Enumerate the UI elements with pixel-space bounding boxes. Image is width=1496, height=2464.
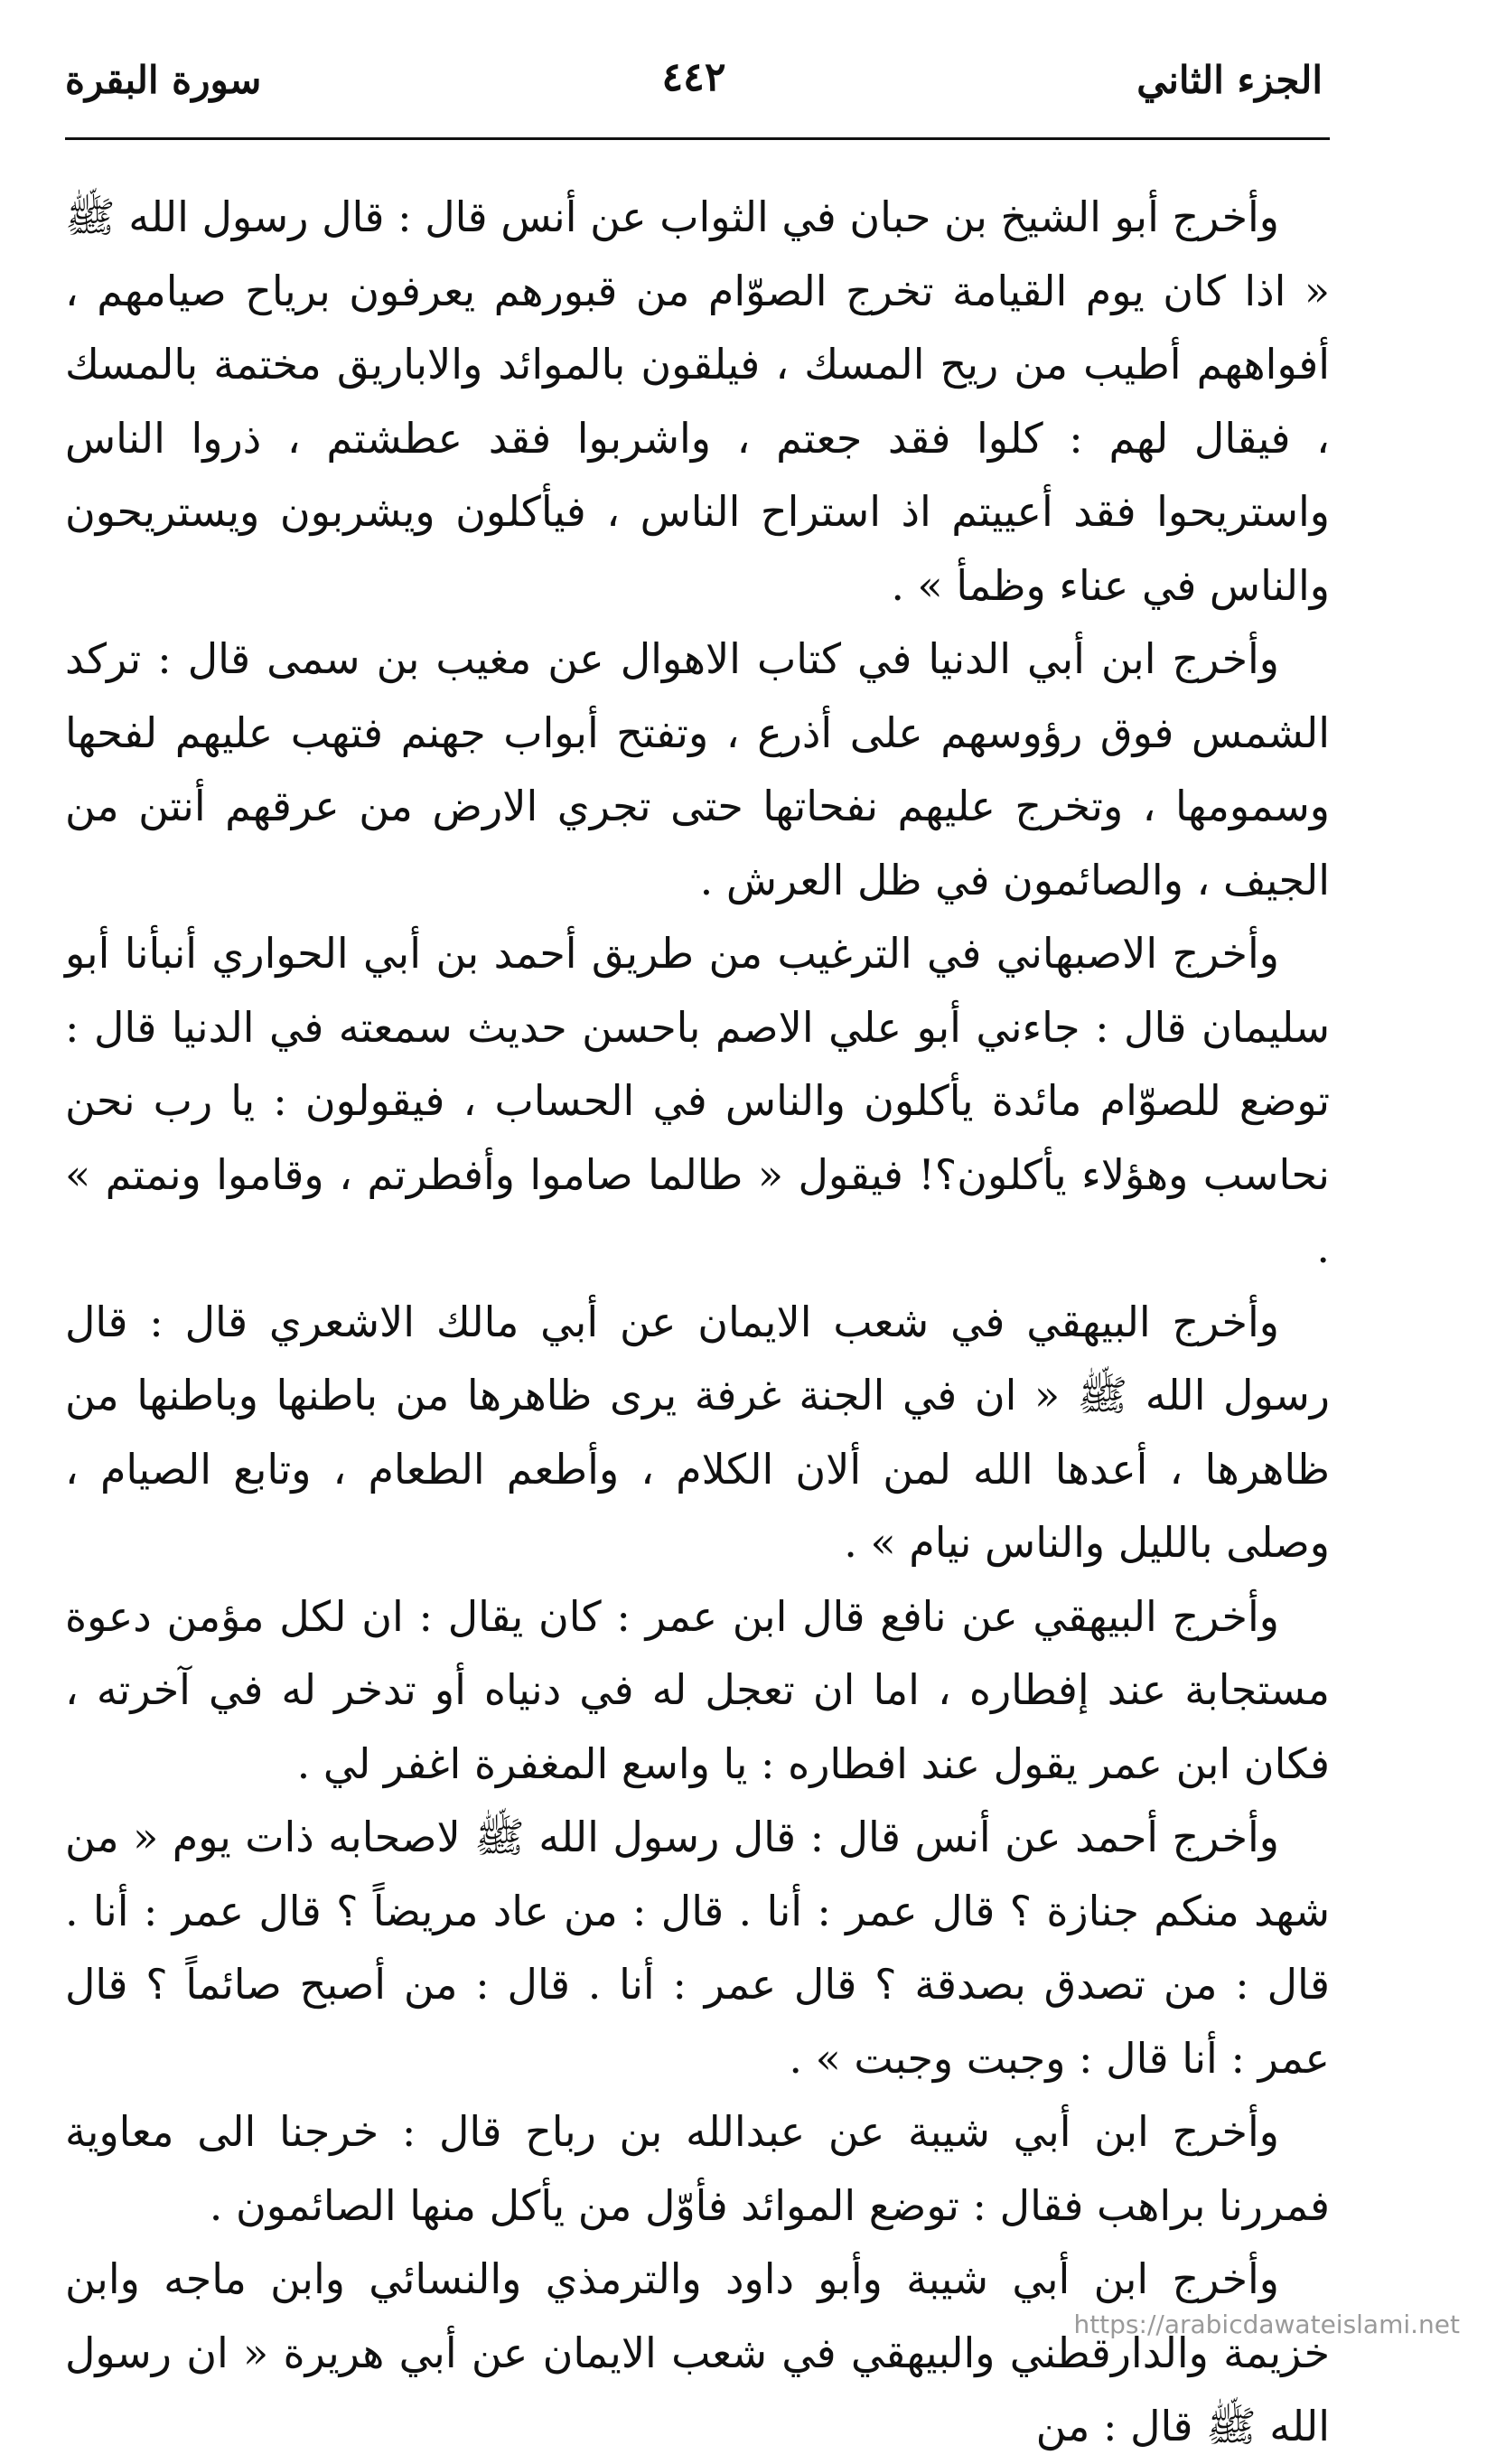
paragraph-4: وأخرج البيهقي في شعب الايمان عن أبي مالك الاشعري قال : قال رسول الله ﷺ « ان في الجنة غرفة يرى ظاهرها من باطنها وباطنها من ظاهرها ، أعدها الله لمن ألان الكلام ، وأطعم الطعام ، وتابع الصيام ، وصلى بالليل والناس نيام » . <box>65 1297 1330 1567</box>
paragraph-7: وأخرج ابن أبي شيبة عن عبدالله بن رباح قال : خرجنا الى معاوية فمررنا براهب فقال : توضع الموائد فأوّل من يأكل منها الصائمون . <box>65 2107 1330 2230</box>
running-head-part: الجزء الثاني <box>1136 58 1323 102</box>
page-number: ٤٤٢ <box>661 54 726 100</box>
paragraph-8: وأخرج ابن أبي شيبة وأبو داود والترمذي والنسائي وابن ماجه وابن خزيمة والدارقطني والبيهقي في شعب الايمان عن أبي هريرة « ان رسول الله ﷺ قال : من <box>65 2254 1330 2450</box>
paragraph-3: وأخرج الاصبهاني في الترغيب من طريق أحمد بن أبي الحواري أنبأنا أبو سليمان قال : جاءني أبو علي الاصم باحسن حديث سمعته في الدنيا قال : توضع للصوّام مائدة يأكلون والناس في الحساب ، فيقولون : يا رب نحن نحاسب وهؤلاء يأكلون؟! فيقول « طالما صاموا وأفطرتم ، وقاموا ونمتم » . <box>65 929 1330 1272</box>
paragraph-1: وأخرج أبو الشيخ بن حبان في الثواب عن أنس قال : قال رسول الله ﷺ « اذا كان يوم القيامة تخرج الصوّام من قبورهم يعرفون برياح صيامهم ، أفواههم أطيب من ريح المسك ، فيلقون بالموائد والاباريق مختمة بالمسك ، فيقال لهم : كلوا فقد جعتم ، واشربوا فقد عطشتم ، ذروا الناس واستريحوا فقد أعييتم اذ استراح الناس ، فيأكلون ويشربون ويستريحون والناس في عناء وظمأ » . <box>65 192 1330 610</box>
watermark-url: https://arabicdawateislami.net <box>1073 2309 1460 2339</box>
paragraph-6: وأخرج أحمد عن أنس قال : قال رسول الله ﷺ لاصحابه ذات يوم « من شهد منكم جنازة ؟ قال عمر : أنا . قال : من عاد مريضاً ؟ قال عمر : أنا . قال : من تصدق بصدقة ؟ قال عمر : أنا . قال : من أصبح صائماً ؟ قال عمر : أنا قال : وجبت وجبت » . <box>65 1813 1330 2083</box>
header-rule <box>65 137 1330 140</box>
running-head-surah: سورة البقرة <box>65 58 262 102</box>
paragraph-5: وأخرج البيهقي عن نافع قال ابن عمر : كان يقال : ان لكل مؤمن دعوة مستجابة عند إفطاره ، اما ان تعجل له في دنياه أو تدخر له في آخرته ، فكان ابن عمر يقول عند افطاره : يا واسع المغفرة اغفر لي . <box>65 1591 1330 1788</box>
page-body <box>65 181 1330 2464</box>
page-header <box>65 54 1323 126</box>
paragraph-2: وأخرج ابن أبي الدنيا في كتاب الاهوال عن مغيب بن سمى قال : تركد الشمس فوق رؤوسهم على أذرع ، وتفتح أبواب جهنم فتهب عليهم لفحها وسمومها ، وتخرج عليهم نفحاتها حتى تجري الارض من عرقهم أنتن من الجيف ، والصائمون في ظل العرش . <box>65 634 1330 904</box>
